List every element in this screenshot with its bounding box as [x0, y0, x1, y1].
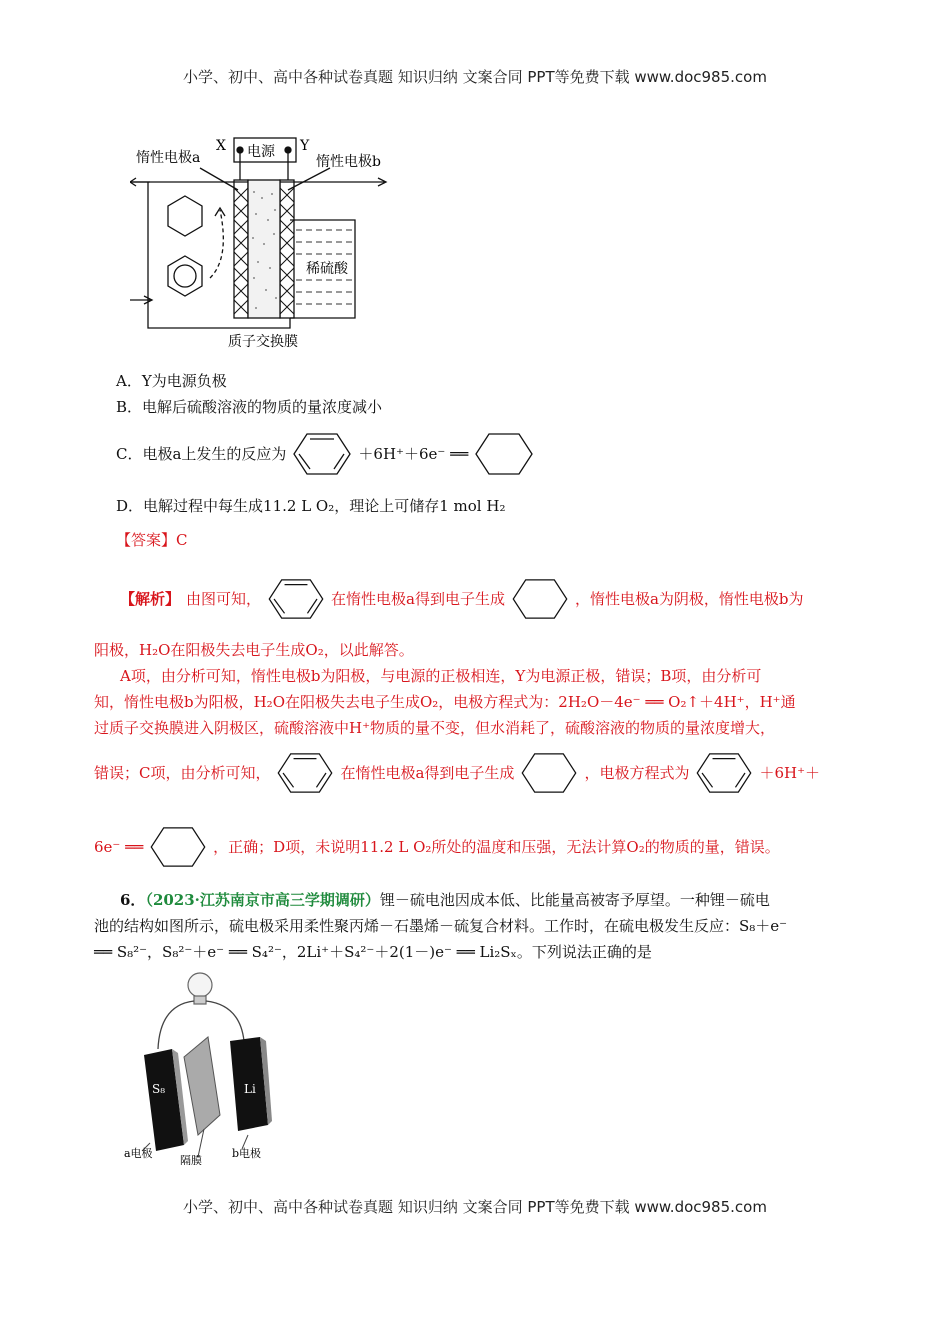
analysis-l7b: ，正确；D项，未说明11.2 L O₂所处的温度和压强，无法计算O₂的物质的量，错误。	[213, 838, 780, 856]
benzene-icon	[695, 752, 753, 794]
option-c-prefix: C．电极a上发生的反应为	[116, 445, 287, 463]
label-a-electrode: a电极	[124, 1147, 153, 1160]
label-x: X	[216, 138, 226, 154]
label-s8: S₈	[152, 1082, 166, 1096]
lithium-sulfur-battery-diagram	[120, 965, 290, 1165]
benzene-icon	[267, 578, 325, 620]
question-6-line-1	[120, 890, 770, 910]
option-c	[116, 432, 534, 476]
question-6-line-3: ══ S₈²⁻，S₈²⁻＋e⁻ ══ S₄²⁻，2Li⁺＋S₄²⁻＋2(1－)e⁻ ══ Li₂Sₓ。下列说法正确的是	[94, 943, 652, 961]
analysis-l6a: 错误；C项，由分析可知，	[94, 764, 271, 782]
label-electrode-b: 惰性电极b	[316, 154, 381, 170]
answer: 【答案】C	[116, 531, 188, 549]
question-6-line-2: 池的结构如图所示，硫电极采用柔性聚丙烯－石墨烯－硫复合材料。工作时，在硫电极发生反应：S₈＋e⁻	[94, 917, 788, 935]
analysis-l6d: ＋6H⁺＋	[759, 764, 820, 782]
analysis-line-3: A项，由分析可知，惰性电极b为阳极，与电源的正极相连，Y为电源正极，错误；B项，由分析可	[120, 667, 762, 685]
analysis-line-5: 过质子交换膜进入阴极区，硫酸溶液中H⁺物质的量不变，但水消耗了，硫酸溶液的物质的量浓度增大，	[94, 719, 776, 737]
analysis-line-6	[94, 752, 820, 794]
benzene-icon	[292, 432, 352, 476]
analysis-l1b: 在惰性电极a得到电子生成	[331, 590, 505, 608]
page-header: 小学、初中、高中各种试卷真题 知识归纳 文案合同 PPT等免费下载 www.doc985.com	[183, 68, 767, 86]
analysis-l7a: 6e⁻ ══	[94, 838, 144, 856]
label-acid: 稀硫酸	[306, 261, 348, 277]
label-power: 电源	[247, 144, 275, 160]
label-membrane: 质子交换膜	[228, 334, 298, 350]
cyclohexane-icon	[520, 752, 578, 794]
cyclohexane-icon	[511, 578, 569, 620]
page-footer: 小学、初中、高中各种试卷真题 知识归纳 文案合同 PPT等免费下载 www.doc985.com	[183, 1198, 767, 1216]
question-6-number: 6．	[120, 891, 146, 909]
question-6-source: （2023·江苏南京市高三学期调研）	[145, 891, 380, 909]
electrolysis-diagram	[130, 128, 430, 353]
option-c-equation: ＋6H⁺＋6e⁻ ══	[358, 445, 469, 463]
analysis-line-7	[94, 826, 780, 868]
analysis-line-1	[120, 578, 804, 620]
label-li: Li	[244, 1082, 256, 1096]
bulb-icon	[188, 973, 212, 1004]
option-a: A．Y为电源负极	[116, 372, 227, 390]
option-b: B．电解后硫酸溶液的物质的量浓度减小	[116, 398, 383, 416]
cyclohexane-icon	[474, 432, 534, 476]
label-separator: 隔膜	[180, 1154, 202, 1165]
label-y: Y	[300, 138, 310, 154]
option-d: D．电解过程中每生成11.2 L O₂，理论上可储存1 mol H₂	[116, 497, 506, 515]
analysis-l6b: 在惰性电极a得到电子生成	[340, 764, 515, 782]
analysis-l1a: 由图可知，	[186, 590, 262, 608]
label-electrode-a: 惰性电极a	[136, 150, 201, 166]
benzene-icon	[276, 752, 334, 794]
analysis-l1c: ，惰性电极a为阴极，惰性电极b为	[574, 590, 804, 608]
analysis-line-2: 阳极，H₂O在阳极失去电子生成O₂，以此解答。	[94, 641, 414, 659]
analysis-label: 【解析】	[120, 590, 181, 608]
question-6-stem-1: 锂－硫电池因成本低、比能量高被寄予厚望。一种锂－硫电	[379, 891, 770, 909]
analysis-line-4: 知，惰性电极b为阳极，H₂O在阳极失去电子生成O₂，电极方程式为：2H₂O－4e⁻ ══ O₂↑＋4H⁺，H⁺通	[94, 693, 796, 711]
label-b-electrode: b电极	[232, 1147, 262, 1160]
analysis-l6c: ，电极方程式为	[584, 764, 690, 782]
cyclohexane-icon	[149, 826, 207, 868]
